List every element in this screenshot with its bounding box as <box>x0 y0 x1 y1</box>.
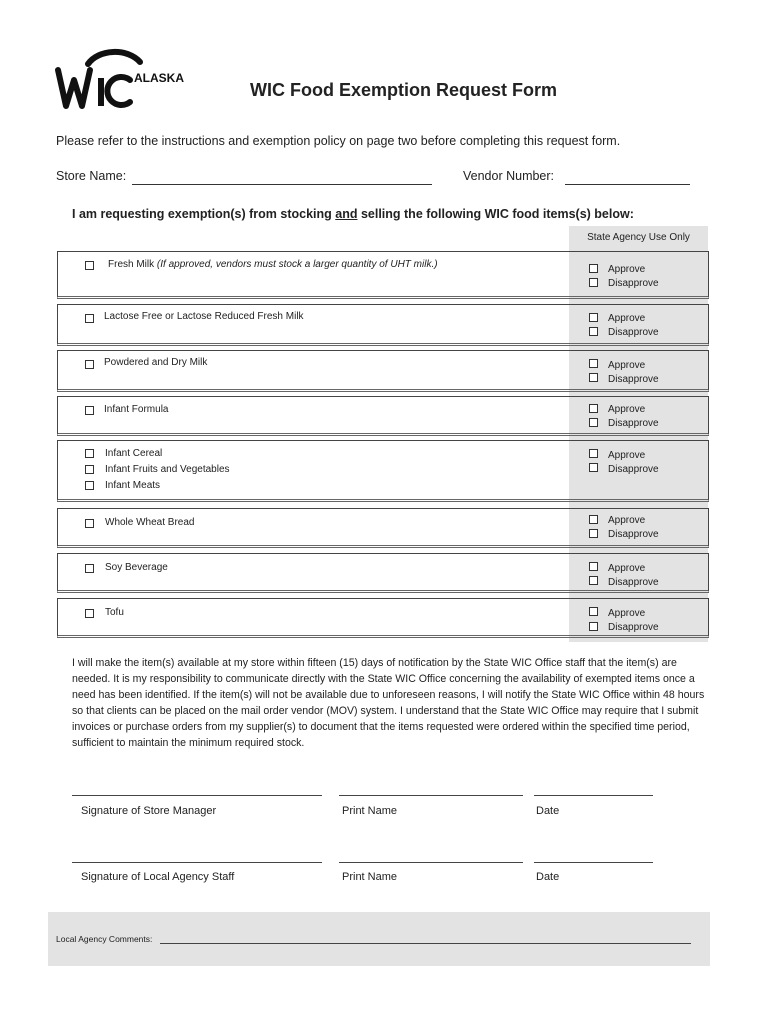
item-label-infant-cereal: Infant Cereal <box>105 448 163 459</box>
agency-use-label: State Agency Use Only <box>587 232 690 243</box>
approve-label: Approve <box>608 515 646 526</box>
intro-text: Please refer to the instructions and exemption policy on page two before completing this request form. <box>56 134 621 148</box>
checkbox-infant-cereal[interactable] <box>85 449 94 458</box>
item-label-whole-wheat-bread: Whole Wheat Bread <box>105 517 195 528</box>
approve-checkbox[interactable] <box>589 313 598 322</box>
disapprove-checkbox[interactable] <box>589 418 598 427</box>
disapprove-checkbox[interactable] <box>589 327 598 336</box>
checkbox-soy-beverage[interactable] <box>85 564 94 573</box>
logo-sub-text: ALASKA <box>134 71 184 85</box>
checkbox-infant-formula[interactable] <box>85 406 94 415</box>
approve-checkbox[interactable] <box>589 607 598 616</box>
disapprove-label: Disapprove <box>608 529 659 540</box>
checkbox-infant-meats[interactable] <box>85 481 94 490</box>
checkbox-fresh-milk[interactable] <box>85 261 94 270</box>
wic-logo <box>52 40 192 120</box>
agency-staff-signature-line[interactable] <box>72 862 322 863</box>
disapprove-checkbox[interactable] <box>589 622 598 631</box>
store-name-field[interactable] <box>132 170 432 185</box>
approve-checkbox[interactable] <box>589 562 598 571</box>
item-row-soy-beverage <box>57 553 709 593</box>
approve-label: Approve <box>608 608 646 619</box>
item-row-tofu <box>57 598 709 638</box>
item-label-infant-meats: Infant Meats <box>105 480 161 491</box>
approve-label: Approve <box>608 313 646 324</box>
checkbox-powdered-milk[interactable] <box>85 360 94 369</box>
item-row-whole-wheat-bread <box>57 508 709 548</box>
date-label: Date <box>536 805 560 817</box>
disapprove-checkbox[interactable] <box>589 529 598 538</box>
date-label: Date <box>536 871 560 883</box>
agency-staff-signature-label: Signature of Local Agency Staff <box>81 871 235 883</box>
store-manager-date-line[interactable] <box>534 795 653 796</box>
checkbox-lactose-free-milk[interactable] <box>85 314 94 323</box>
agency-staff-date-line[interactable] <box>534 862 653 863</box>
approve-checkbox[interactable] <box>589 359 598 368</box>
item-label-infant-formula: Infant Formula <box>104 404 169 415</box>
disapprove-label: Disapprove <box>608 278 659 289</box>
agreement-paragraph: I will make the item(s) available at my store within fifteen (15) days of notification by the State WIC Office staff that the item(s) are needed. It is my responsibility to communicate directly with the State WIC Office concerning the availability of exempted items once a need has been identified. If the item(s) will not be available due to unforeseen reasons, I will notify the State WIC Office within 48 hours so that clients can be placed on the mail order vendor (MOV) system. I understand that the State WIC Office may require that I submit invoices or purchase orders from my supplier(s) to document that the items requested were ordered within the specified time period, sufficient to maintain the minimum required stock. <box>72 657 705 749</box>
item-row-infant-foods <box>57 440 709 502</box>
approve-checkbox[interactable] <box>589 515 598 524</box>
item-row-infant-formula <box>57 396 709 436</box>
checkbox-tofu[interactable] <box>85 609 94 618</box>
vendor-number-label: Vendor Number: <box>463 169 555 183</box>
approve-checkbox[interactable] <box>589 264 598 273</box>
checkbox-whole-wheat-bread[interactable] <box>85 519 94 528</box>
item-label-fresh-milk: Fresh Milk (If approved, vendors must stock a larger quantity of UHT milk.) <box>108 259 438 270</box>
approve-checkbox[interactable] <box>589 449 598 458</box>
store-manager-signature-line[interactable] <box>72 795 322 796</box>
disapprove-label: Disapprove <box>608 622 659 633</box>
local-agency-comments-field[interactable] <box>160 943 691 944</box>
item-row-powdered-milk <box>57 350 709 392</box>
agency-staff-print-name-line[interactable] <box>339 862 523 863</box>
print-name-label: Print Name <box>342 805 398 817</box>
approve-label: Approve <box>608 360 646 371</box>
approve-label: Approve <box>608 450 646 461</box>
request-heading: I am requesting exemption(s) from stocking and selling the following WIC food items(s) below: <box>72 207 634 221</box>
approve-checkbox[interactable] <box>589 404 598 413</box>
checkbox-infant-fruits-vegetables[interactable] <box>85 465 94 474</box>
store-name-label: Store Name: <box>56 169 127 183</box>
disapprove-checkbox[interactable] <box>589 576 598 585</box>
item-label-lactose-free-milk: Lactose Free or Lactose Reduced Fresh Milk <box>104 311 304 322</box>
item-row-lactose-free-milk <box>57 304 709 346</box>
disapprove-label: Disapprove <box>608 464 659 475</box>
approve-label: Approve <box>608 563 646 574</box>
approve-label: Approve <box>608 264 646 275</box>
item-label-tofu: Tofu <box>105 607 124 618</box>
store-manager-signature-label: Signature of Store Manager <box>81 805 217 817</box>
disapprove-label: Disapprove <box>608 418 659 429</box>
disapprove-label: Disapprove <box>608 577 659 588</box>
disapprove-checkbox[interactable] <box>589 463 598 472</box>
disapprove-label: Disapprove <box>608 374 659 385</box>
item-label-powdered-milk: Powdered and Dry Milk <box>104 357 208 368</box>
item-label-infant-fruits-vegetables: Infant Fruits and Vegetables <box>105 464 230 475</box>
disapprove-checkbox[interactable] <box>589 373 598 382</box>
vendor-number-field[interactable] <box>565 170 690 185</box>
print-name-label: Print Name <box>342 871 398 883</box>
disapprove-checkbox[interactable] <box>589 278 598 287</box>
item-row-fresh-milk <box>57 251 709 299</box>
page-title: WIC Food Exemption Request Form <box>250 80 558 100</box>
local-agency-comments-label: Local Agency Comments: <box>56 934 153 944</box>
disapprove-label: Disapprove <box>608 327 659 338</box>
store-manager-print-name-line[interactable] <box>339 795 523 796</box>
approve-label: Approve <box>608 404 646 415</box>
item-label-soy-beverage: Soy Beverage <box>105 562 168 573</box>
